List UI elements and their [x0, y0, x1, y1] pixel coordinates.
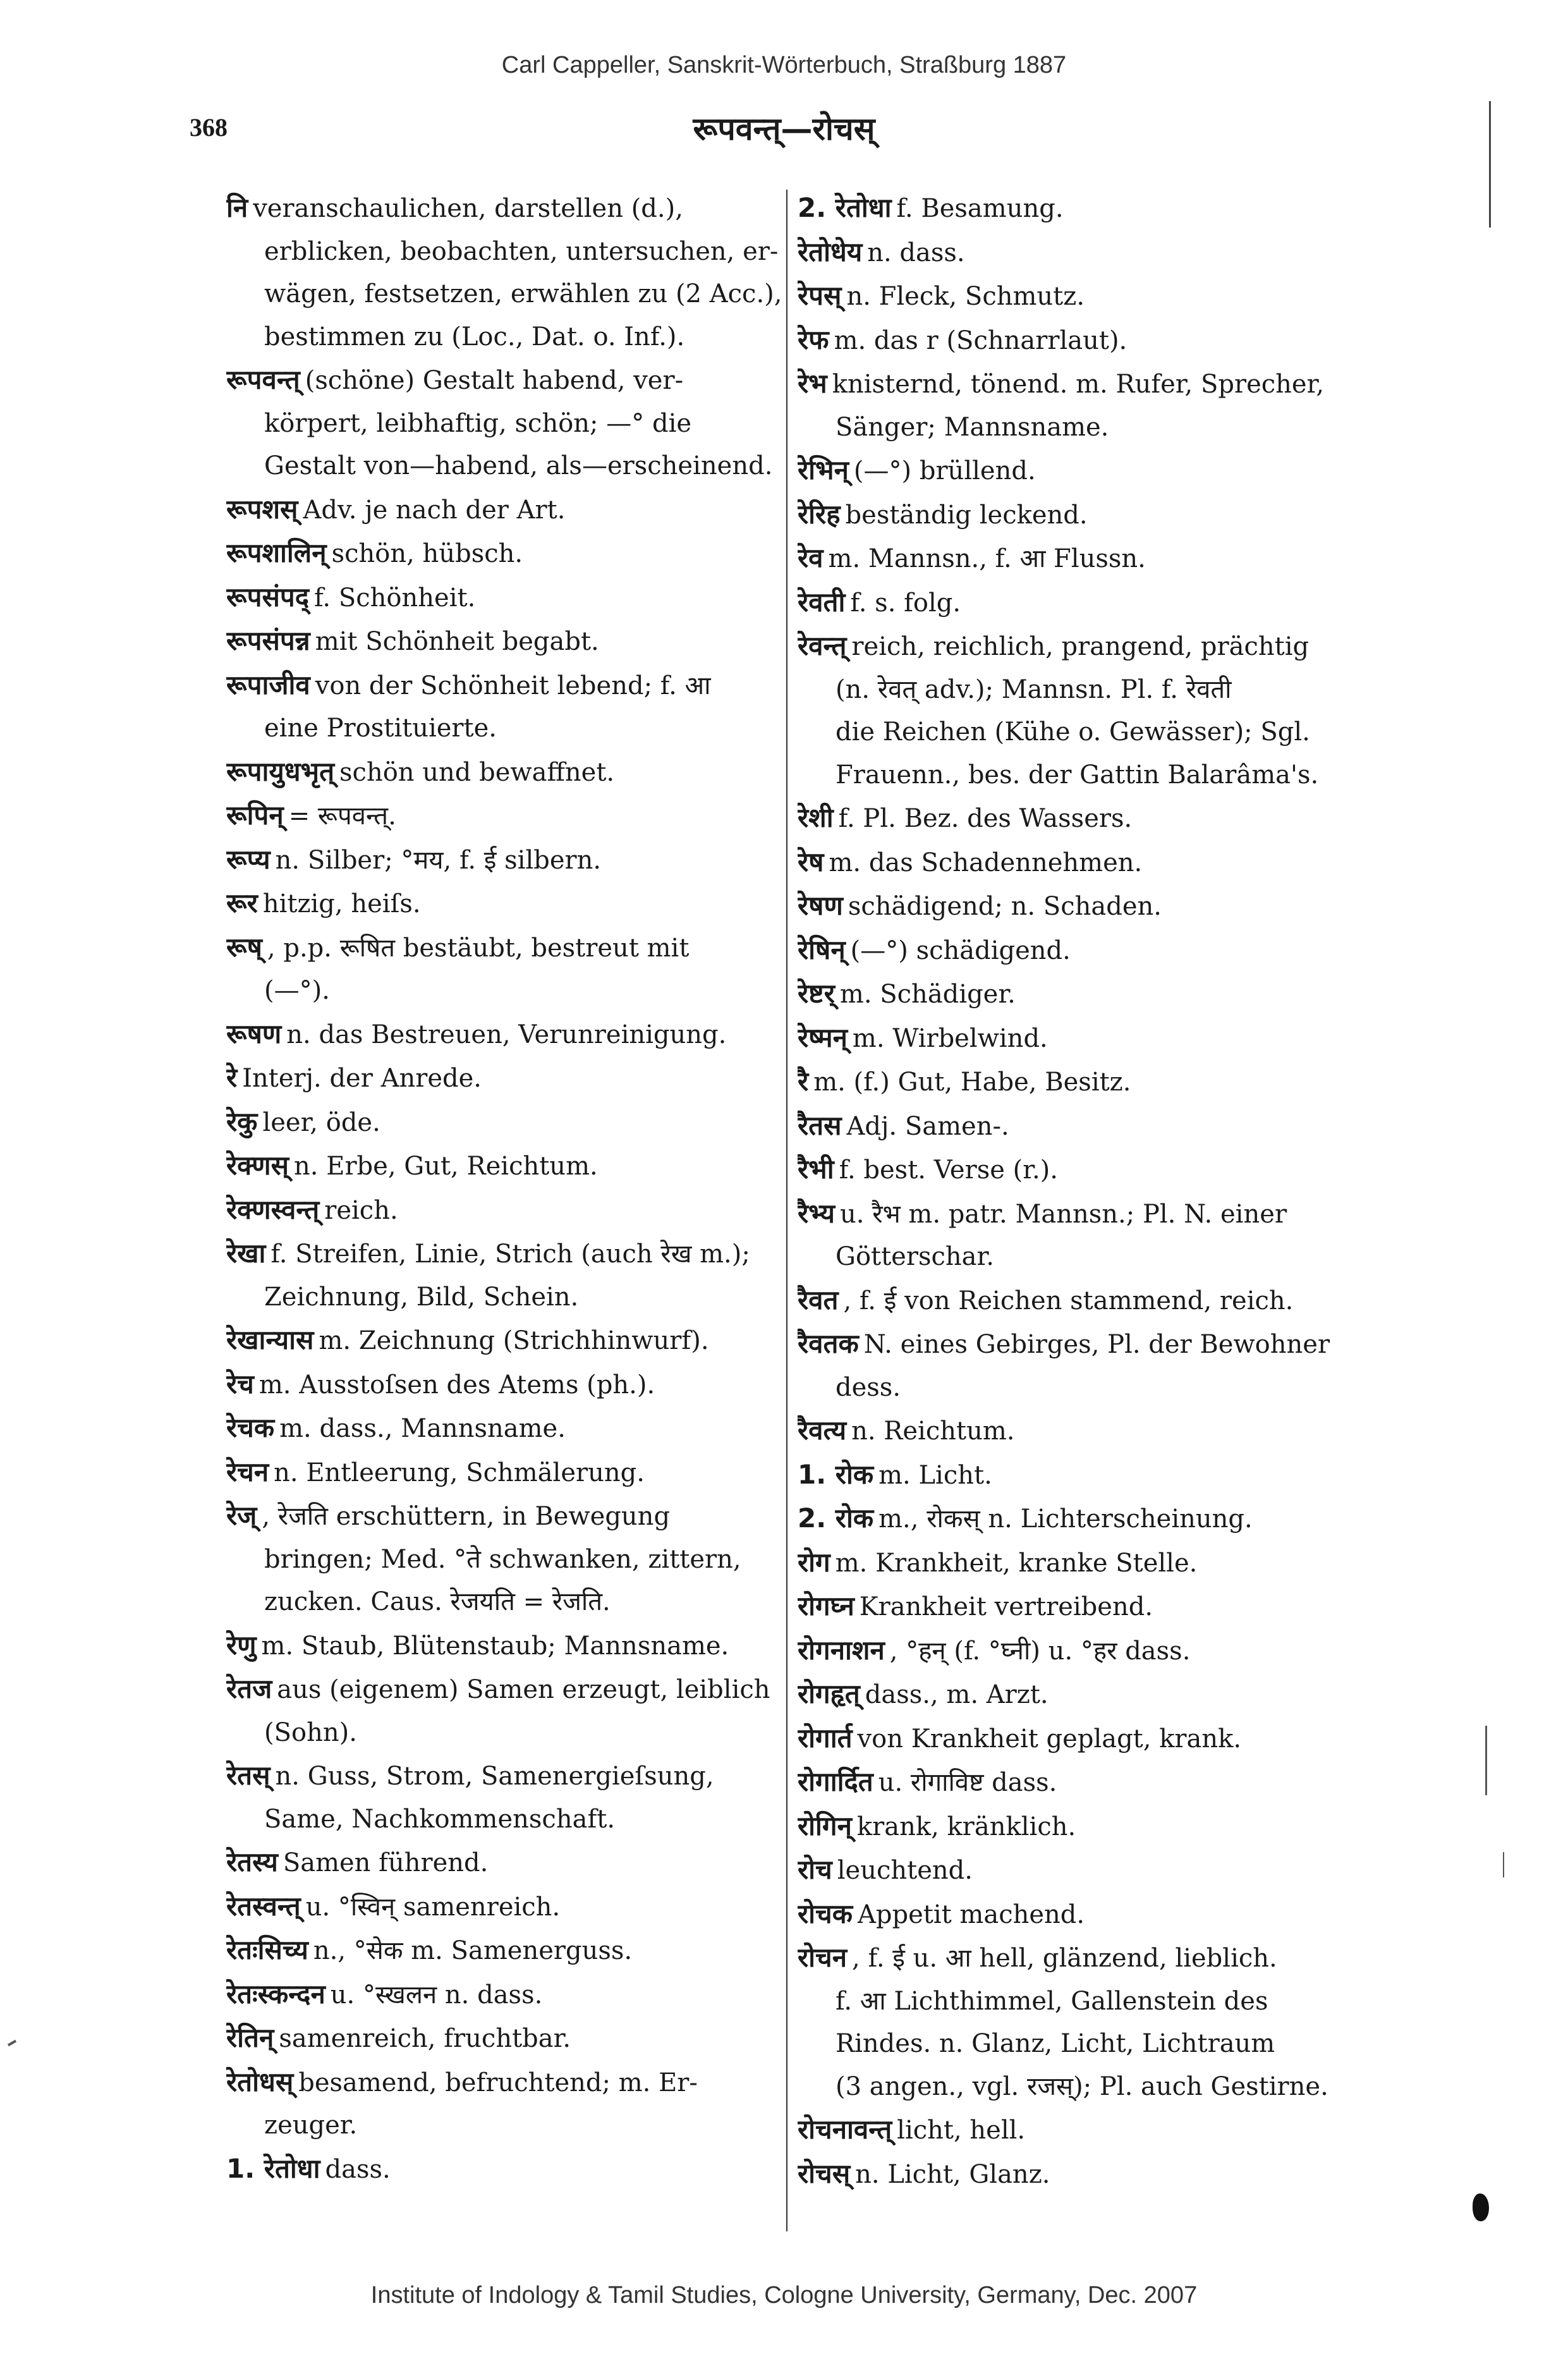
definition-text: f. s. folg. [850, 588, 961, 618]
dictionary-line [226, 838, 795, 882]
definition-text: , f. ई von Reichen stammend, reich. [843, 1286, 1294, 1315]
definition-text: knisternd, tönend. m. Rufer, Sprecher, [832, 370, 1325, 399]
headword: रेतोधस् [226, 2066, 294, 2097]
definition-text: zeuger. [264, 2111, 358, 2140]
headword: रेषिन् [798, 934, 846, 965]
definition-text: Appetit machend. [857, 1900, 1085, 1929]
dictionary-line [226, 576, 795, 620]
headword: रेणु [226, 1629, 257, 1661]
definition-text: m. Ausstoſsen des Atems (ph.). [258, 1370, 655, 1400]
definition-text: , p.p. रूषित bestäubt, bestreut mit [267, 933, 690, 963]
dictionary-line [226, 619, 795, 664]
definition-text: m., रोकस् n. Lichterscheinung. [878, 1504, 1253, 1534]
dictionary-line [798, 972, 1404, 1016]
definition-text: m. Mannsn., f. आ Flussn. [828, 544, 1146, 573]
definition-text: samenreich, fruchtbar. [279, 2024, 571, 2053]
definition-text: m. das Schadennehmen. [829, 848, 1143, 877]
definition-text: veranschaulichen, darstellen (d.), [253, 194, 683, 223]
headword: रेतःस्कन्दन [226, 1978, 325, 2010]
definition-text: Same, Nachkommenschaft. [264, 1804, 616, 1834]
definition-text: n. Erbe, Gut, Reichtum. [294, 1152, 598, 1181]
definition-text: eine Prostituierte. [264, 714, 497, 743]
definition-text: dass. [325, 2154, 391, 2184]
dictionary-line [226, 750, 795, 795]
headword: रोगार्त [798, 1722, 853, 1754]
headword: रोगहृत् [798, 1678, 860, 1709]
dictionary-line [226, 488, 795, 532]
dictionary-line [226, 1929, 795, 1973]
dictionary-line [226, 1013, 795, 1057]
dictionary-line [798, 1192, 1404, 1236]
dictionary-line [226, 1581, 795, 1624]
definition-text: n. Reichtum. [851, 1417, 1015, 1446]
headword: रैवत [798, 1284, 839, 1315]
headword: रेफ [798, 324, 829, 355]
headword: रै [798, 1066, 809, 1097]
definition-text: leer, öde. [262, 1107, 380, 1137]
definition-text: , °हन् (f. °घ्नी) u. °हर dass. [889, 1636, 1191, 1666]
dictionary-line [798, 1980, 1404, 2023]
headword: रूपायुधभृत् [226, 755, 335, 787]
definition-text: hitzig, heiſs. [262, 889, 421, 918]
headword: रेतस्वन्त् [226, 1890, 301, 1922]
dictionary-line [798, 1148, 1404, 1192]
dictionary-line [798, 1497, 1404, 1541]
headword: 1. रोक [798, 1458, 874, 1490]
definition-text: m. Schädiger. [839, 980, 1016, 1009]
dictionary-line [226, 1754, 795, 1798]
definition-text: erblicken, beobachten, untersuchen, er- [264, 236, 779, 266]
definition-text: , रेजति erschüttern, in Bewegung [262, 1502, 671, 1531]
headword: रे [226, 1062, 238, 1093]
dictionary-line [798, 796, 1404, 841]
definition-text: krank, kränklich. [856, 1812, 1076, 1841]
definition-text: n. Guss, Strom, Samenergieſsung, [275, 1762, 714, 1791]
headword: रोगिन् [798, 1810, 852, 1841]
headword: 2. रोक [798, 1503, 874, 1534]
headword: रोचनावन्त् [798, 2114, 892, 2145]
dictionary-line [226, 1232, 795, 1276]
headword: रोचस् [798, 2157, 851, 2189]
headword: रूपिन् [226, 800, 284, 831]
headword: रेव [798, 542, 824, 573]
headword: रेतोधेय [798, 236, 863, 267]
definition-text: dass., m. Arzt. [865, 1680, 1048, 1709]
headword: रैतस [798, 1109, 842, 1141]
headword: रोचक [798, 1898, 853, 1929]
dictionary-line [226, 231, 795, 274]
dictionary-line [798, 319, 1404, 363]
headword: रेकु [226, 1106, 258, 1137]
headword: रेक्णस्वन्त् [226, 1193, 320, 1225]
definition-text: u. °स्खलन n. dass. [330, 1980, 543, 2010]
dictionary-line [798, 1453, 1404, 1498]
definition-text: f. Streifen, Linie, Strich (auch रेख m.); [270, 1240, 750, 1269]
dictionary-line [798, 1541, 1404, 1585]
dictionary-line [798, 929, 1404, 973]
headword: रेवती [798, 586, 846, 618]
definition-text: m. Krankheit, kranke Stelle. [835, 1548, 1198, 1578]
definition-text: zucken. Caus. रेजयति = रेजति. [264, 1587, 611, 1616]
dictionary-line [226, 1798, 795, 1841]
headword: रूषण [226, 1018, 282, 1049]
definition-text: Adv. je nach der Art. [303, 495, 566, 525]
scan-edge-mark [1489, 101, 1491, 228]
headword: रूर [226, 888, 258, 918]
headword: रेखा [226, 1238, 266, 1269]
scan-edge-mark [1503, 1852, 1504, 1877]
definition-text: körpert, leibhaftig, schön; —° die [264, 408, 692, 438]
definition-text: von Krankheit geplagt, krank. [857, 1724, 1242, 1754]
dictionary-line [798, 1805, 1404, 1849]
dictionary-line [226, 1885, 795, 1929]
headword: रेशी [798, 802, 834, 833]
source-footer: Institute of Indology & Tamil Studies, Cologne University, Germany, Dec. 2007 [370, 2282, 1198, 2309]
definition-text: u. रैभ m. patr. Mannsn.; Pl. N. einer [840, 1199, 1287, 1229]
definition-text: (—°) schädigend. [850, 936, 1071, 965]
definition-text: Adj. Samen-. [846, 1111, 1009, 1141]
headword: रेतस् [226, 1760, 270, 1791]
definition-text: (3 angen., vgl. रजस्); Pl. auch Gestirne. [836, 2071, 1328, 2101]
headword: रैवत्य [798, 1415, 847, 1446]
definition-text: (n. रेवत् adv.); Mannsn. Pl. f. रेवती [836, 674, 1232, 704]
dictionary-line [226, 1973, 795, 2017]
dictionary-line [226, 358, 795, 403]
definition-text: u. °स्विन् samenreich. [305, 1892, 561, 1922]
headword: रैभ्य [798, 1197, 836, 1229]
headword: नि [226, 192, 248, 223]
definition-text: n. Licht, Glanz. [855, 2159, 1050, 2189]
headword: रेभिन् [798, 455, 849, 485]
dictionary-line [226, 1668, 795, 1712]
definition-text: f. Besamung. [896, 194, 1064, 223]
definition-text: N. eines Gebirges, Pl. der Bewohner [863, 1330, 1330, 1359]
headword: रेषण [798, 890, 843, 921]
definition-text: f. best. Verse (r.). [839, 1156, 1058, 1185]
definition-text: u. रोगाविष्ट dass. [878, 1768, 1057, 1797]
dictionary-line [226, 2061, 795, 2105]
headword: रोच [798, 1854, 832, 1885]
definition-text: m. (f.) Gut, Habe, Besitz. [813, 1068, 1131, 1097]
dictionary-line [798, 625, 1404, 669]
dictionary-line [226, 445, 795, 488]
dictionary-line [226, 1451, 795, 1495]
headword: रूपसंपन्न [226, 625, 310, 656]
dictionary-line [798, 1322, 1404, 1367]
headword: रेष [798, 846, 824, 877]
dictionary-line [798, 1016, 1404, 1061]
dictionary-line [798, 493, 1404, 537]
dictionary-line [226, 1494, 795, 1539]
headword: रेरिह [798, 498, 841, 530]
definition-text: aus (eigenem) Samen erzeugt, leiblich [277, 1675, 770, 1704]
definition-text: f. आ Lichthimmel, Gallenstein des [836, 1986, 1268, 2016]
dictionary-line [798, 1936, 1404, 1980]
definition-text: m. das r (Schnarrlaut). [834, 326, 1127, 355]
headword: रोग [798, 1546, 830, 1578]
dictionary-line [226, 273, 795, 316]
dictionary-line [798, 841, 1404, 885]
definition-text: Samen führend. [283, 1848, 489, 1877]
dictionary-line [798, 2152, 1404, 2197]
dictionary-line [226, 1188, 795, 1233]
definition-text: Sänger; Mannsname. [836, 412, 1109, 442]
dictionary-line [798, 669, 1404, 712]
dictionary-line [798, 754, 1404, 797]
headword: रोगार्दित [798, 1766, 873, 1797]
dictionary-line [798, 1367, 1404, 1410]
definition-text: Gestalt von—habend, als—erscheinend. [264, 451, 773, 480]
definition-text: m. Staub, Blütenstaub; Mannsname. [261, 1631, 729, 1661]
definition-text: Frauenn., bes. der Gattin Balarâma's. [836, 760, 1319, 790]
headword: रेखान्यास [226, 1324, 314, 1355]
dictionary-line [798, 1104, 1404, 1149]
headword: रेचक [226, 1412, 275, 1443]
dictionary-line [798, 1585, 1404, 1629]
dictionary-line [226, 316, 795, 359]
source-header: Carl Cappeller, Sanskrit-Wörterbuch, Straßburg 1887 [501, 52, 1067, 78]
dictionary-line [798, 1060, 1404, 1104]
headword: रोगनाशन [798, 1634, 885, 1666]
dictionary-line [226, 664, 795, 708]
definition-text: schädigend; n. Schaden. [848, 892, 1162, 921]
dictionary-column-left [226, 186, 795, 2191]
dictionary-line [226, 1144, 795, 1188]
definition-text: m. Wirbelwind. [852, 1023, 1048, 1053]
definition-text: , f. ई u. आ hell, glänzend, lieblich. [852, 1944, 1277, 1973]
dictionary-line [798, 406, 1404, 449]
dictionary-line [226, 1101, 795, 1145]
definition-text: leuchtend. [837, 1856, 973, 1885]
definition-text: wägen, festsetzen, erwählen zu (2 Acc.), [264, 279, 782, 308]
definition-text: dess. [836, 1372, 901, 1402]
definition-text: schön und bewaffnet. [339, 757, 615, 787]
dictionary-line [226, 1539, 795, 1582]
definition-text: m. dass., Mannsname. [279, 1414, 566, 1443]
dictionary-line [226, 1841, 795, 1885]
headword: रूपशालिन् [226, 537, 327, 568]
definition-text: = रूपवन्त्. [288, 802, 396, 831]
headword: रेष्टर् [798, 978, 835, 1009]
definition-text: n. Entleerung, Schmälerung. [274, 1458, 645, 1487]
dictionary-line [226, 707, 795, 750]
dictionary-line [226, 2147, 795, 2192]
dictionary-line [226, 1276, 795, 1319]
ink-blot [1473, 2193, 1489, 2221]
headword: रेतिन् [226, 2022, 274, 2053]
definition-text: n. dass. [867, 238, 965, 267]
dictionary-line [798, 2066, 1404, 2109]
scan-speck [8, 2040, 16, 2046]
headword: 1. रेतोधा [226, 2152, 320, 2184]
dictionary-line [798, 1848, 1404, 1893]
dictionary-line [226, 2016, 795, 2061]
definition-text: mit Schönheit begabt. [315, 627, 599, 656]
headword: रेक्णस् [226, 1150, 289, 1181]
headword: रैभी [798, 1154, 834, 1185]
definition-text: (—°). [264, 976, 330, 1005]
dictionary-line [226, 403, 795, 446]
headword: रेभ [798, 368, 827, 399]
dictionary-line [798, 711, 1404, 754]
definition-text: schön, hübsch. [331, 539, 523, 568]
dictionary-line [226, 1056, 795, 1101]
dictionary-line [798, 581, 1404, 625]
page-number: 368 [190, 113, 228, 142]
dictionary-line [798, 2023, 1404, 2066]
definition-text: Götterschar. [836, 1242, 994, 1271]
dictionary-line [226, 1406, 795, 1451]
headword: रोगघ्न [798, 1590, 854, 1621]
definition-text: Zeichnung, Bild, Schein. [264, 1282, 579, 1312]
dictionary-line [798, 884, 1404, 929]
dictionary-line [798, 1236, 1404, 1279]
dictionary-line [798, 449, 1404, 493]
dictionary-line [226, 1363, 795, 1407]
headword: रेतस्य [226, 1846, 278, 1877]
definition-text: die Reichen (Kühe o. Gewässer); Sgl. [836, 717, 1310, 747]
headword: रेपस् [798, 280, 842, 311]
dictionary-line [798, 1893, 1404, 1937]
dictionary-line [226, 970, 795, 1013]
dictionary-line [798, 537, 1404, 581]
dictionary-line [798, 231, 1404, 275]
definition-text: n. das Bestreuen, Verunreinigung. [286, 1020, 727, 1049]
headword: रैवतक [798, 1328, 859, 1359]
definition-text: reich. [324, 1195, 398, 1225]
definition-text: licht, hell. [897, 2116, 1026, 2145]
headword: रोचन [798, 1942, 848, 1973]
headword: रूपवन्त् [226, 364, 300, 395]
definition-text: n. Silber; °मय, f. ई silbern. [275, 845, 602, 875]
dictionary-line [226, 926, 795, 970]
headword: रेतज [226, 1673, 272, 1704]
definition-text: (schöne) Gestalt habend, ver- [305, 366, 684, 395]
dictionary-line [226, 186, 795, 231]
dictionary-line [798, 2108, 1404, 2152]
definition-text: n., °सेक m. Samenerguss. [313, 1936, 633, 1965]
headword: रेचन [226, 1456, 269, 1487]
dictionary-line [798, 274, 1404, 319]
headword: रेच [226, 1368, 254, 1400]
dictionary-line [798, 1279, 1404, 1323]
scan-edge-mark [1485, 1726, 1487, 1795]
dictionary-line [226, 1624, 795, 1668]
dictionary-line [798, 362, 1404, 406]
headword: रेवन्त् [798, 630, 847, 661]
headword: रेज् [226, 1500, 257, 1531]
headword: रूपसंपद् [226, 581, 310, 613]
dictionary-line [226, 532, 795, 576]
definition-text: f. Pl. Bez. des Wassers. [838, 804, 1133, 833]
dictionary-line [226, 1712, 795, 1755]
dictionary-line [798, 1760, 1404, 1805]
definition-text: besamend, befruchtend; m. Er- [298, 2068, 698, 2097]
dictionary-line [226, 794, 795, 838]
definition-text: n. Fleck, Schmutz. [846, 282, 1085, 311]
headword: रूपशस् [226, 493, 298, 525]
dictionary-line [798, 1409, 1404, 1453]
dictionary-line [798, 1673, 1404, 1717]
headword: रूष् [226, 931, 262, 963]
definition-text: (—°) brüllend. [853, 456, 1036, 485]
definition-text: Krankheit vertreibend. [859, 1592, 1153, 1621]
definition-text: m. Zeichnung (Strichhinwurf). [319, 1326, 709, 1355]
headword: रूपाजीव [226, 669, 310, 700]
definition-text: f. Schönheit. [314, 583, 476, 613]
dictionary-column-right [798, 186, 1404, 2196]
definition-text: Rindes. n. Glanz, Licht, Lichtraum [836, 2029, 1275, 2058]
running-head: रूपवन्त्—रोचस् [693, 111, 875, 147]
dictionary-line [798, 1717, 1404, 1761]
headword: रेतःसिच्य [226, 1934, 308, 1965]
dictionary-line [226, 882, 795, 926]
definition-text: von der Schönheit lebend; f. आ [315, 671, 711, 700]
dictionary-line [226, 1319, 795, 1363]
dictionary-line [798, 1629, 1404, 1673]
definition-text: reich, reichlich, prangend, prächtig [851, 632, 1310, 661]
definition-text: bestimmen zu (Loc., Dat. o. Inf.). [264, 322, 685, 351]
headword: रेष्मन् [798, 1022, 848, 1053]
dictionary-line [798, 186, 1404, 231]
definition-text: Interj. der Anrede. [242, 1064, 482, 1093]
definition-text: (Sohn). [264, 1717, 357, 1747]
definition-text: bringen; Med. °ते schwanken, zittern, [264, 1544, 741, 1574]
definition-text: beständig leckend. [845, 500, 1088, 530]
column-divider [786, 190, 787, 2231]
definition-text: m. Licht. [878, 1460, 992, 1490]
dictionary-line [226, 2104, 795, 2147]
headword: रूप्य [226, 843, 270, 875]
headword: 2. रेतोधा [798, 192, 892, 223]
